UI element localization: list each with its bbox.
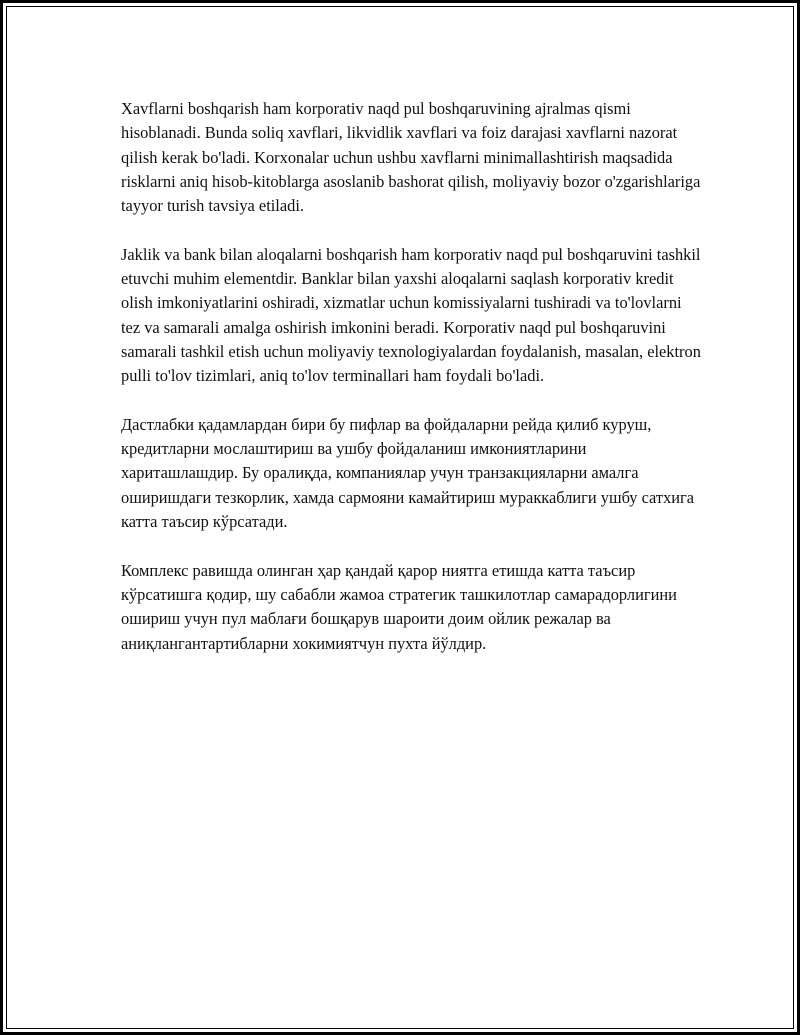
document-body xyxy=(121,97,701,680)
paragraph-risk-management: Xavflarni boshqarish ham korporativ naqd pul boshqaruvining ajralmas qismi hisoblanadi. Bunda soliq xavflari, likvidlik xavflari va foiz darajasi xavflarni nazorat qilish kerak bo'ladi. Korxonalar uchun ushbu xavflarni minimallashtirish maqsadida risklarni aniq hisob-kitoblarga asoslanib bashorat qilish, moliyaviy bozor o'zgarishlariga tayyor turish tavsiya etiladi. xyxy=(121,99,701,216)
paragraph-complex-decisions: Комплекс равишда олинган ҳар қандай қарор ниятга етишда катта таъсир кўрсатишга қодир, шу сабабли жамоа стратегик ташкилотлар самарадорлигини ошириш учун пул маблағи бошқарув шароити доим ойлик режалар ва аниқлангантартибларни хокимиятчун пухта йўлдир. xyxy=(121,560,677,653)
paragraph-initial-steps: Дастлабки қадамлардан бири бу пифлар ва фойдаларни рейда қилиб куруш, кредитларни мослаштириш ва ушбу фойдаланиш имкониятларини хариташлашдир. Бу оралиқда, компаниялар учун транзакцияларни амалга оширишдаги тезкорлик, хамда сармояни камайтириш мураккаблиги ушбу сатхига катта таъсир кўрсатади. xyxy=(121,414,695,532)
paragraph-bank-relations: Jaklik va bank bilan aloqalarni boshqarish ham korporativ naqd pul boshqaruvini tashkil etuvchi muhim elementdir. Banklar bilan yaxshi aloqalarni saqlash korporativ kredit olish imkoniyatlarini oshiradi, xizmatlar uchun komissiyalarni tushiradi va to'lovlarni tez va samarali amalga oshirish imkonini beradi. Korporativ naqd pul boshqaruvini samarali tashkil etish uchun moliyaviy texnologiyalardan foydalanish, masalan, elektron pulli to'lov tizimlari, aniq to'lov terminallari ham foydali bo'ladi. xyxy=(121,244,701,386)
